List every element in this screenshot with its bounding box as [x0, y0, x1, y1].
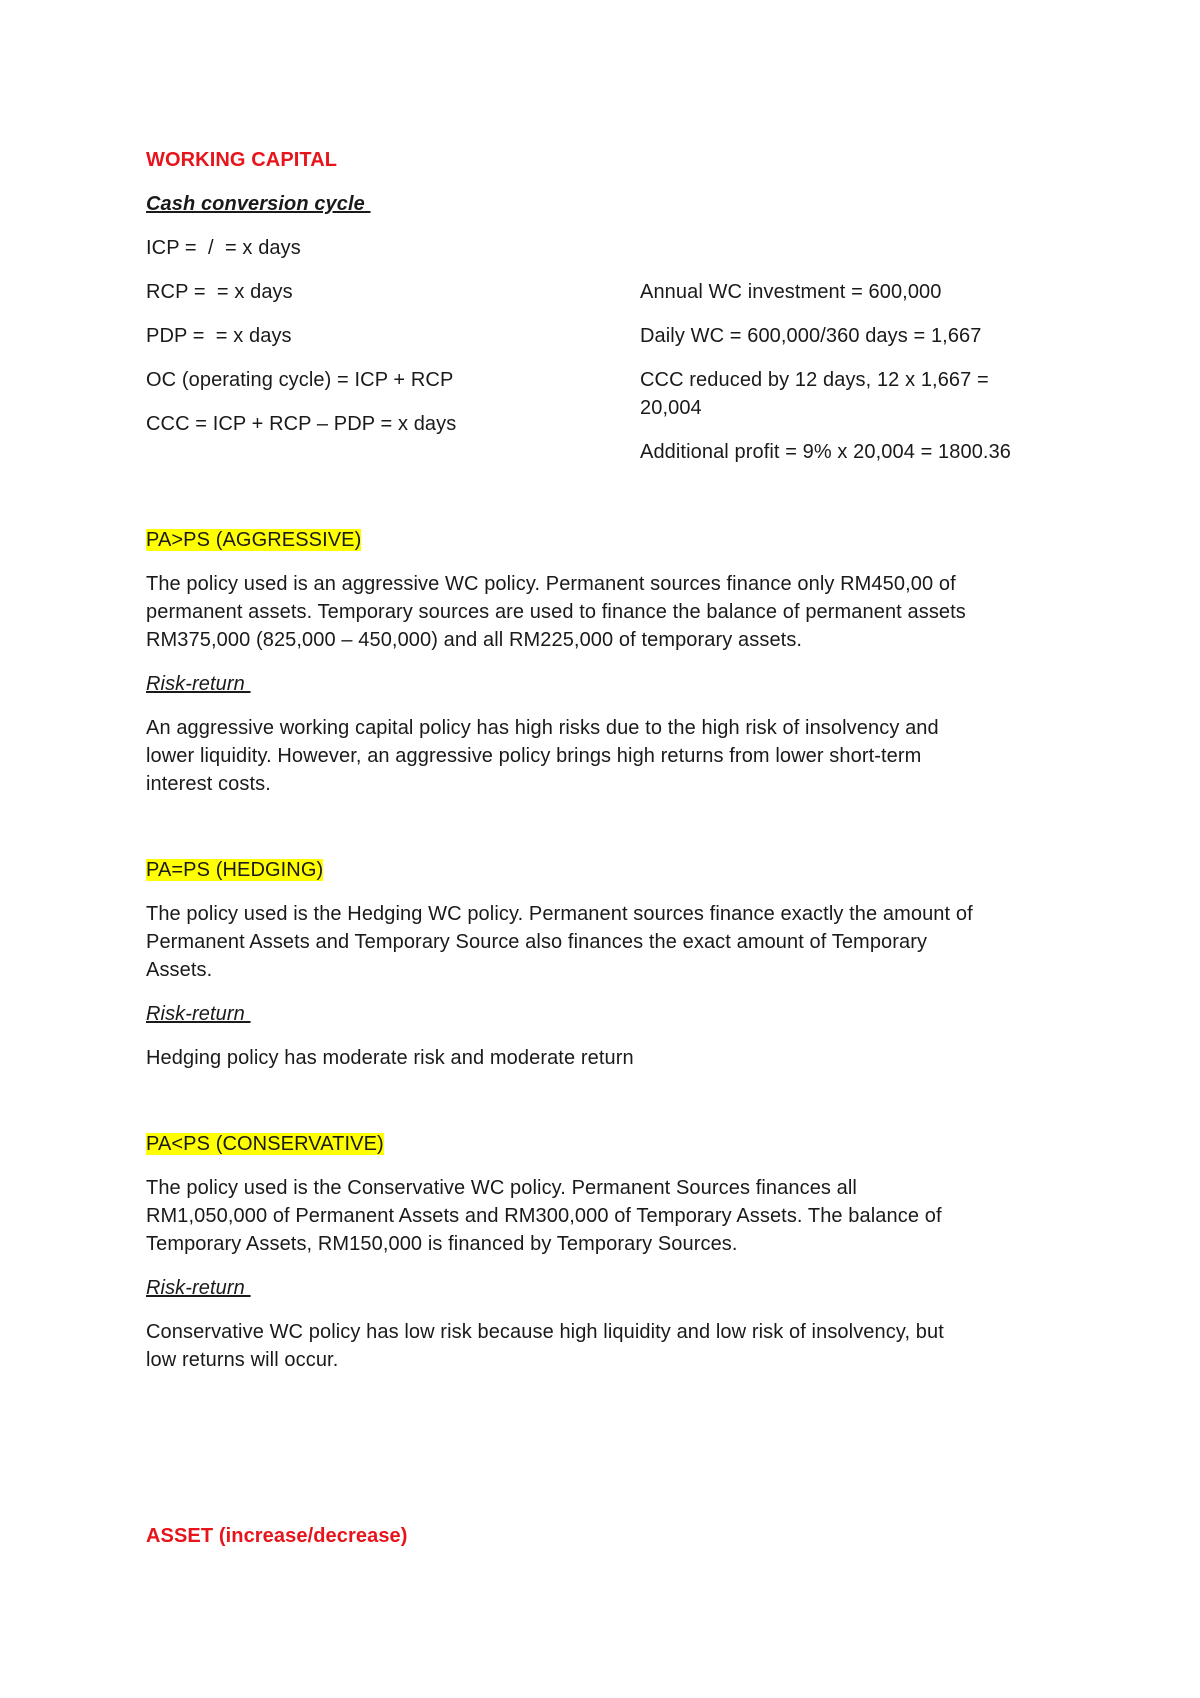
aggressive-risk-line-2: lower liquidity. However, an aggressive policy brings high returns from lower short-term	[146, 745, 922, 767]
aggressive-line-2: permanent assets. Temporary sources are used to finance the balance of permanent assets	[146, 601, 966, 623]
conservative-heading-text: PA<PS (CONSERVATIVE)	[146, 1133, 384, 1155]
hedging-risk-line-1: Hedging policy has moderate risk and moderate return	[146, 1047, 634, 1069]
ccc-formula: CCC = ICP + RCP – PDP = x days	[146, 413, 457, 435]
asset-heading: ASSET (increase/decrease)	[146, 1525, 408, 1547]
conservative-risk-line-1: Conservative WC policy has low risk because high liquidity and low risk of insolvency, but	[146, 1321, 944, 1343]
ccc-reduced-result: 20,004	[640, 397, 702, 419]
hedging-heading	[146, 856, 323, 884]
aggressive-heading-text: PA>PS (AGGRESSIVE)	[146, 529, 362, 551]
aggressive-line-1: The policy used is an aggressive WC policy. Permanent sources finance only RM450,00 of	[146, 573, 956, 595]
ccc-reduced-line: CCC reduced by 12 days, 12 x 1,667 =	[640, 369, 989, 391]
icp-formula: ICP = / = x days	[146, 237, 301, 259]
daily-wc-line: Daily WC = 600,000/360 days = 1,667	[640, 325, 982, 347]
oc-formula: OC (operating cycle) = ICP + RCP	[146, 369, 454, 391]
rcp-formula: RCP = = x days	[146, 281, 293, 303]
hedging-risk-label: Risk-return	[146, 1003, 251, 1025]
conservative-risk-line-2: low returns will occur.	[146, 1349, 339, 1371]
annual-wc-line: Annual WC investment = 600,000	[640, 281, 942, 303]
conservative-line-1: The policy used is the Conservative WC policy. Permanent Sources finances all	[146, 1177, 857, 1199]
additional-profit-line: Additional profit = 9% x 20,004 = 1800.36	[640, 441, 1012, 463]
conservative-line-3: Temporary Assets, RM150,000 is financed by Temporary Sources.	[146, 1233, 738, 1255]
ccc-heading: Cash conversion cycle	[146, 193, 371, 215]
aggressive-heading	[146, 526, 361, 554]
page-title: WORKING CAPITAL	[146, 149, 338, 171]
aggressive-risk-label: Risk-return	[146, 673, 251, 695]
aggressive-risk-line-1: An aggressive working capital policy has high risks due to the high risk of insolvency and	[146, 717, 939, 739]
aggressive-risk-line-3: interest costs.	[146, 773, 271, 795]
pdp-formula: PDP = = x days	[146, 325, 292, 347]
hedging-line-3: Assets.	[146, 959, 213, 981]
hedging-line-1: The policy used is the Hedging WC policy. Permanent sources finance exactly the amount of	[146, 903, 973, 925]
conservative-heading	[146, 1130, 384, 1158]
hedging-heading-text: PA=PS (HEDGING)	[146, 859, 324, 881]
conservative-risk-label: Risk-return	[146, 1277, 251, 1299]
aggressive-line-3: RM375,000 (825,000 – 450,000) and all RM225,000 of temporary assets.	[146, 629, 803, 651]
conservative-line-2: RM1,050,000 of Permanent Assets and RM300,000 of Temporary Assets. The balance of	[146, 1205, 942, 1227]
hedging-line-2: Permanent Assets and Temporary Source also finances the exact amount of Temporary	[146, 931, 928, 953]
